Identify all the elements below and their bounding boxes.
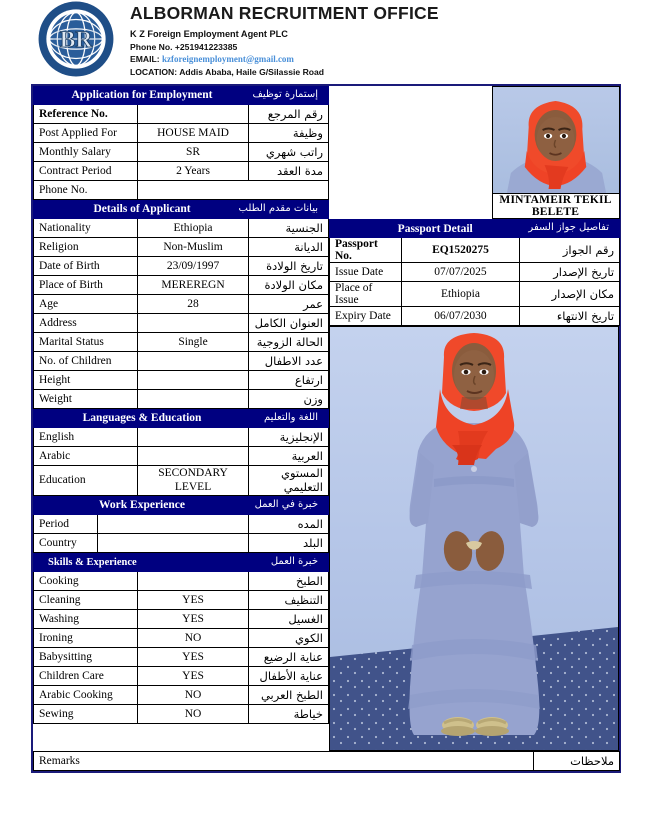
field-label-ar: ارتفاع xyxy=(248,371,328,390)
globe-logo-icon xyxy=(37,0,115,78)
field-value[interactable] xyxy=(138,390,248,409)
field-value[interactable] xyxy=(138,105,248,124)
field-value[interactable] xyxy=(138,447,248,466)
passport-detail-table xyxy=(329,219,620,326)
field-value[interactable]: 07/07/2025 xyxy=(402,263,520,282)
field-label-ar: الجنسية xyxy=(248,219,328,238)
field-label-ar: العربية xyxy=(248,447,328,466)
left-column xyxy=(33,86,329,751)
section-title-en: Details of Applicant xyxy=(93,203,191,216)
field-label-ar: وزن xyxy=(248,390,328,409)
full-body-photo xyxy=(330,327,618,751)
field-value[interactable]: Non-Muslim xyxy=(138,238,248,257)
field-label: Address xyxy=(34,314,138,333)
field-label: Ironing xyxy=(34,629,138,648)
section-header-application xyxy=(34,87,329,105)
field-label: Age xyxy=(34,295,138,314)
field-label: Children Care xyxy=(34,667,138,686)
section-title-ar: بيانات مقدم الطلب xyxy=(238,203,318,215)
field-value[interactable]: 23/09/1997 xyxy=(138,257,248,276)
field-value[interactable]: NO xyxy=(138,686,248,705)
passport-photo xyxy=(493,87,619,193)
section-title-en: Passport Detail xyxy=(397,222,473,235)
field-label: Height xyxy=(34,371,138,390)
table-row xyxy=(34,162,329,181)
section-title-ar: إستمارة توظيف xyxy=(252,89,318,101)
table-row xyxy=(34,447,329,466)
location-label: LOCATION: xyxy=(130,67,178,78)
table-row xyxy=(34,572,329,591)
field-value[interactable]: 28 xyxy=(138,295,248,314)
location-value: Addis Ababa, Haile G/Silassie Road xyxy=(179,67,325,78)
field-label: English xyxy=(34,428,138,447)
field-value[interactable]: Single xyxy=(138,333,248,352)
email-value[interactable]: kzforeignemployment@gmail.com xyxy=(162,54,294,65)
field-value[interactable]: YES xyxy=(138,648,248,667)
table-row xyxy=(34,352,329,371)
field-label: No. of Children xyxy=(34,352,138,371)
section-title-en: Languages & Education xyxy=(82,412,202,425)
field-value[interactable] xyxy=(138,314,248,333)
field-label-ar: وظيفة xyxy=(248,124,328,143)
field-label-ar: عناية الأطفال xyxy=(248,667,328,686)
field-label-ar: مدة العقد xyxy=(248,162,328,181)
field-label: Reference No. xyxy=(34,105,138,124)
section-header-languages xyxy=(34,410,329,428)
field-label: Monthly Salary xyxy=(34,143,138,162)
field-label-ar: الديانة xyxy=(248,238,328,257)
table-row xyxy=(34,534,329,553)
field-label-ar: الإنجليزية xyxy=(248,428,328,447)
table-row xyxy=(34,466,329,496)
email-label: EMAIL: xyxy=(130,54,160,65)
applicant-name-row xyxy=(329,194,619,219)
table-row xyxy=(34,276,329,295)
field-label: Sewing xyxy=(34,705,138,724)
email-line xyxy=(130,53,622,66)
table-row xyxy=(34,610,329,629)
field-label-ar: المده xyxy=(248,515,328,534)
form-frame xyxy=(31,84,621,773)
table-row xyxy=(34,428,329,447)
field-label: Cleaning xyxy=(34,591,138,610)
page-title: ALBORMAN RECRUITMENT OFFICE xyxy=(130,3,439,23)
table-row xyxy=(34,333,329,352)
table-row xyxy=(34,314,329,333)
table-row xyxy=(330,263,620,282)
applicant-name: MINTAMEIR TEKIL BELETE xyxy=(492,194,619,219)
table-row xyxy=(34,515,329,534)
table-row xyxy=(34,257,329,276)
field-label: Nationality xyxy=(34,219,138,238)
passport-photo-table xyxy=(329,86,620,219)
field-label: Country xyxy=(34,534,98,553)
field-label: Cooking xyxy=(34,572,138,591)
field-value[interactable]: NO xyxy=(138,629,248,648)
field-label: Religion xyxy=(34,238,138,257)
field-label-ar: تاريخ الإصدار xyxy=(520,263,620,282)
section-title-en: Application for Employment xyxy=(71,89,213,102)
field-label-ar: عدد الاطفال xyxy=(248,352,328,371)
field-value[interactable]: 06/07/2030 xyxy=(402,307,520,326)
field-value[interactable] xyxy=(138,572,248,591)
table-row xyxy=(34,295,329,314)
field-label-ar: الطبخ العربي xyxy=(248,686,328,705)
table-row xyxy=(34,371,329,390)
field-label-ar: العنوان الكامل xyxy=(248,314,328,333)
field-label-ar: الكوي xyxy=(248,629,328,648)
field-label-ar: رقم الجواز xyxy=(520,238,620,263)
field-value[interactable]: HOUSE MAID xyxy=(138,124,248,143)
table-row xyxy=(34,752,620,771)
field-label-ar: تاريخ الانتهاء xyxy=(520,307,620,326)
table-row xyxy=(34,705,329,724)
right-column xyxy=(329,86,619,751)
field-value[interactable]: MEREREGN xyxy=(138,276,248,295)
full-body-photo-cell xyxy=(329,326,619,751)
field-label-ar: خياطة xyxy=(248,705,328,724)
field-label: Passport No. xyxy=(330,238,402,263)
remarks-table xyxy=(33,751,620,771)
section-title-ar: تفاصيل جواز السفر xyxy=(528,222,610,234)
field-label: Babysitting xyxy=(34,648,138,667)
field-label: Contract Period xyxy=(34,162,138,181)
field-label-ar: راتب شهري xyxy=(248,143,328,162)
table-row xyxy=(330,238,620,263)
field-label: Period xyxy=(34,515,98,534)
languages-education-table xyxy=(33,409,329,496)
section-header-passport xyxy=(330,220,620,238)
field-label: Arabic xyxy=(34,447,138,466)
location-line xyxy=(130,66,622,78)
field-value[interactable]: YES xyxy=(138,591,248,610)
field-value[interactable] xyxy=(138,428,248,447)
field-label: Issue Date xyxy=(330,263,402,282)
field-label: Place of Issue xyxy=(330,282,402,307)
field-label-ar: التنظيف xyxy=(248,591,328,610)
field-value[interactable] xyxy=(138,371,248,390)
table-row xyxy=(34,181,329,200)
field-label-ar: الطبخ xyxy=(248,572,328,591)
section-header-details xyxy=(34,201,329,219)
field-label-ar: المستوي التعليمي xyxy=(248,466,328,496)
table-row xyxy=(330,282,620,307)
field-label-ar: الحالة الزوجية xyxy=(248,333,328,352)
section-header-skills xyxy=(34,554,329,572)
section-title-ar: خبرة في العمل xyxy=(254,499,318,511)
applicant-details-table xyxy=(33,200,329,409)
section-title-ar: اللغة والتعليم xyxy=(264,412,318,424)
field-value[interactable] xyxy=(98,515,249,534)
field-value[interactable]: EQ1520275 xyxy=(402,238,520,263)
field-label: Arabic Cooking xyxy=(34,686,138,705)
field-label: Post Applied For xyxy=(34,124,138,143)
remarks-label-ar: ملاحظات xyxy=(534,752,620,771)
agent-name: K Z Foreign Employment Agent PLC xyxy=(130,29,288,40)
table-row xyxy=(34,591,329,610)
table-row xyxy=(34,667,329,686)
remarks-label: Remarks xyxy=(34,752,534,771)
table-row xyxy=(34,124,329,143)
field-value[interactable] xyxy=(98,534,249,553)
field-value[interactable]: 2 Years xyxy=(138,162,248,181)
table-row xyxy=(34,686,329,705)
section-title-en: Skills & Experience xyxy=(48,556,137,568)
svg-text:BR: BR xyxy=(59,26,93,53)
field-value[interactable]: SR xyxy=(138,143,248,162)
company-logo xyxy=(30,0,122,78)
field-label: Date of Birth xyxy=(34,257,138,276)
field-value[interactable]: Ethiopia xyxy=(402,282,520,307)
section-header-work xyxy=(34,497,329,515)
field-label-ar: تاريخ الولادة xyxy=(248,257,328,276)
field-value[interactable]: SECONDARY LEVEL xyxy=(138,466,248,496)
field-label: Marital Status xyxy=(34,333,138,352)
field-label: Phone No. xyxy=(34,181,138,200)
field-label: Washing xyxy=(34,610,138,629)
application-table xyxy=(33,86,329,200)
work-experience-table xyxy=(33,496,329,553)
field-label-ar: مكان الإصدار xyxy=(520,282,620,307)
table-row xyxy=(34,390,329,409)
table-row xyxy=(34,219,329,238)
field-label-ar: مكان الولادة xyxy=(248,276,328,295)
field-value[interactable]: YES xyxy=(138,610,248,629)
table-row xyxy=(34,105,329,124)
field-label: Expiry Date xyxy=(330,307,402,326)
phone-line: Phone No. +251941223385 xyxy=(130,42,238,53)
field-value[interactable] xyxy=(138,352,248,371)
field-label-ar: الغسيل xyxy=(248,610,328,629)
field-label-ar: عناية الرضيع xyxy=(248,648,328,667)
table-row xyxy=(34,143,329,162)
section-title-en: Work Experience xyxy=(99,499,185,512)
table-row xyxy=(330,307,620,326)
letterhead xyxy=(30,0,622,80)
passport-photo-row xyxy=(329,87,619,194)
table-row xyxy=(34,648,329,667)
field-value[interactable]: NO xyxy=(138,705,248,724)
field-value[interactable]: YES xyxy=(138,667,248,686)
field-label-ar: البلد xyxy=(248,534,328,553)
table-row xyxy=(34,629,329,648)
field-value[interactable] xyxy=(138,181,329,200)
field-label-ar: عمر xyxy=(248,295,328,314)
field-label-ar: رقم المرجع xyxy=(248,105,328,124)
field-label: Education xyxy=(34,466,138,496)
field-label: Weight xyxy=(34,390,138,409)
field-value[interactable]: Ethiopia xyxy=(138,219,248,238)
table-row xyxy=(34,238,329,257)
passport-photo-cell xyxy=(492,87,619,194)
field-label: Place of Birth xyxy=(34,276,138,295)
section-title-ar: خبرة العمل xyxy=(270,556,318,568)
skills-experience-table xyxy=(33,553,329,724)
